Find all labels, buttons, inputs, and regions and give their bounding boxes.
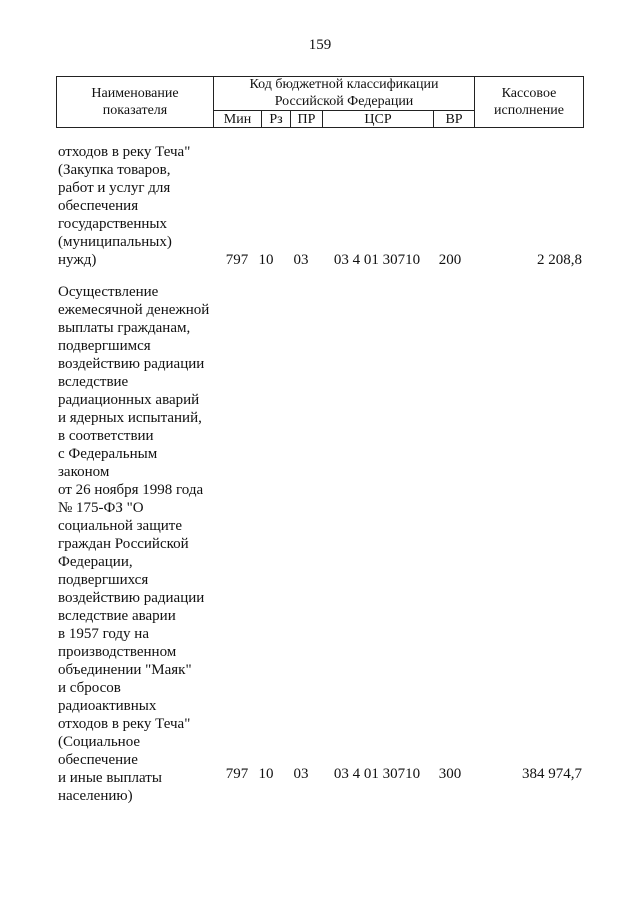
row-2-pr: 03 — [293, 766, 309, 782]
row-2-vr: 300 — [438, 766, 462, 782]
header-pr: ПР — [297, 112, 316, 127]
table-header — [56, 76, 584, 128]
row-1-csr: 03 4 01 30710 — [333, 252, 421, 268]
header-vr: ВР — [445, 112, 463, 127]
header-csr: ЦСР — [364, 112, 392, 127]
row-2-min: 797 — [225, 766, 249, 782]
row-2-csr: 03 4 01 30710 — [333, 766, 421, 782]
row-1-rz: 10 — [258, 252, 274, 268]
row-1-name: отходов в реку Теча" (Закупка товаров, работ и услуг для обеспечения государственных (муниципальных) нужд) — [58, 144, 191, 268]
row-1-vr: 200 — [438, 252, 462, 268]
row-2-name: Осуществление ежемесячной денежной выплаты гражданам, подвергшимся воздействию радиации вследствие радиационных аварий и ядерных испытаний, в соответствии с Федеральным законом от 26 ноября 1998 года № 175-ФЗ "О социальной защите граждан Российской Федерации, подвергшихся воздействию радиации вследствие аварии в 1957 году на производственном объединении "Маяк" и сбросов радиоактивных отходов в реку Теча" (Социальное обеспечение и иные выплаты населению) — [58, 284, 210, 804]
row-1-min: 797 — [225, 252, 249, 268]
header-name: Наименование показателя — [91, 86, 179, 118]
row-2-rz: 10 — [258, 766, 274, 782]
header-amount: Кассовое исполнение — [494, 86, 564, 118]
header-rz: Рз — [269, 112, 283, 127]
header-min: Мин — [223, 112, 252, 127]
page-number: 159 — [308, 37, 332, 53]
row-2-amount: 384 974,7 — [522, 766, 582, 782]
row-1-amount: 2 208,8 — [537, 252, 582, 268]
row-1-pr: 03 — [293, 252, 309, 268]
header-code-group: Код бюджетной классификации Российской Федерации — [249, 77, 439, 109]
